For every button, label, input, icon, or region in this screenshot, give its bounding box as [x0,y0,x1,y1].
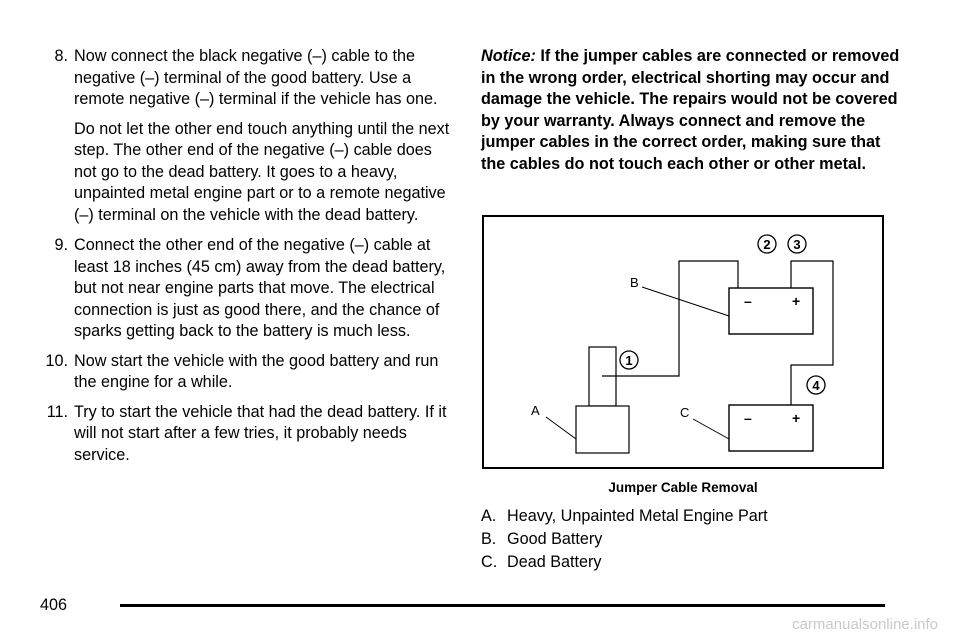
page-number: 406 [40,596,68,614]
label-c: C [680,405,690,420]
step-text: Try to start the vehicle that had the dead battery. If it will not start after a few tries, it probably needs service. [74,402,447,464]
dead-battery-positive: + [792,410,801,426]
svg-text:3: 3 [793,237,801,252]
callout-2 [758,235,776,253]
step-10 [40,351,450,394]
legend-item [481,551,768,574]
legend-item [481,528,768,551]
footer-rule [120,604,885,607]
dead-battery-negative: – [744,410,752,426]
step-text: Now connect the black negative (–) cable to the negative (–) terminal of the good battery. Use a remote negative (–) terminal if the vehicle has one. [74,47,438,108]
label-a: A [531,403,540,418]
engine-part-block [576,406,629,453]
legend-text: Dead Battery [507,553,602,571]
leader-c [693,419,729,439]
step-number: 11. [46,402,68,421]
legend-letter: C. [481,553,498,571]
callout-1 [620,351,638,369]
svg-text:1: 1 [625,353,633,368]
step-9 [40,235,450,343]
good-battery-negative: – [744,293,752,309]
svg-text:4: 4 [812,378,820,393]
instructions-column [40,46,450,474]
legend-text: Heavy, Unpainted Metal Engine Part [507,507,768,525]
legend-text: Good Battery [507,530,603,548]
dead-battery [729,405,813,451]
figure-legend [481,505,768,574]
step-number: 8. [54,47,68,65]
step-8 [40,46,450,111]
leader-a [546,417,576,439]
notice-label: Notice: [481,47,536,65]
step-text: Connect the other end of the negative (–) cable at least 18 inches (45 cm) away from the dead battery, but not near engine parts that move. The electrical connection is just as good there, and the chance of sparks getting back to the battery is much less. [74,236,446,340]
notice-text [481,46,901,175]
legend-letter: A. [481,507,497,525]
callout-4 [807,376,825,394]
callout-3 [788,235,806,253]
figure-caption: Jumper Cable Removal [608,480,758,495]
good-battery [729,288,813,334]
step-number: 9. [54,236,68,254]
legend-item [481,505,768,528]
svg-text:2: 2 [763,237,771,252]
step-8-note: Do not let the other end touch anything until the next step. The other end of the negative (–) cable does not go to the dead battery. It goes to a heavy, unpainted metal engine part or to a remote negative (–) terminal on the vehicle with the dead battery. [74,119,450,224]
legend-letter: B. [481,530,497,548]
notice-block [481,46,901,175]
good-battery-positive: + [792,293,801,309]
leader-b [642,287,729,316]
notice-body: If the jumper cables are connected or removed in the wrong order, electrical shorting may occur and damage the vehicle. The repairs would not be covered by your warranty. Always connect and remove the jumper cables in the correct order, making sure that the cables do not touch each other or other metal. [481,47,900,173]
label-b: B [630,275,639,290]
jumper-cable-diagram [482,215,884,469]
step-text: Now start the vehicle with the good battery and run the engine for a while. [74,351,439,391]
step-number: 10. [45,351,68,370]
step-11 [40,402,450,467]
watermark: carmanualsonline.info [792,616,938,633]
